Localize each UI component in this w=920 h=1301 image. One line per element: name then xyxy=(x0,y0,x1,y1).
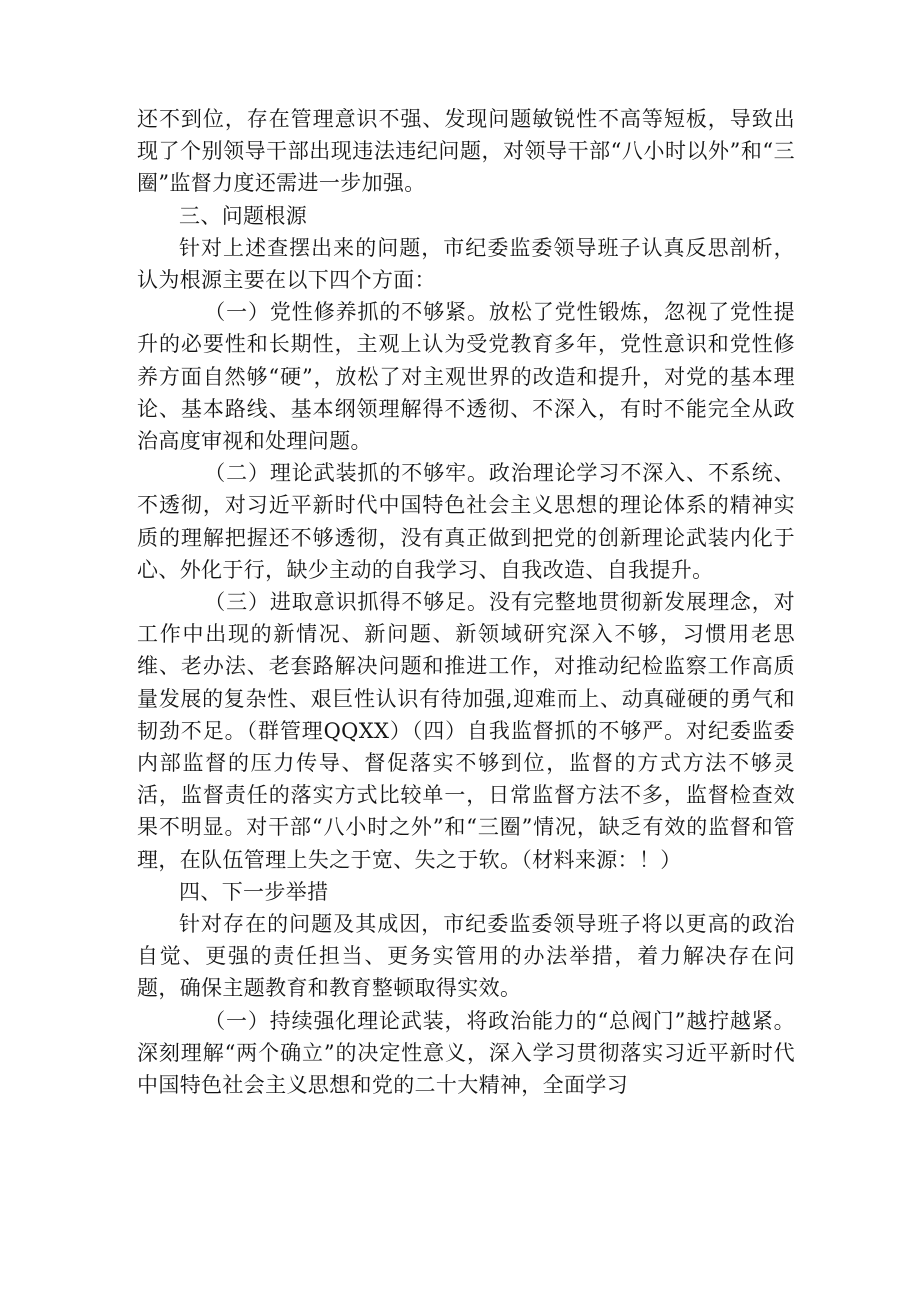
paragraph-next-steps-intro: 针对存在的问题及其成因，市纪委监委领导班子将以更高的政治自觉、更强的责任担当、更务实管用的办法举措，着力解决存在问题，确保主题教育和教育整顿取得实效。 xyxy=(137,912,795,1001)
paragraph-root-causes-intro: 针对上述查摆出来的问题，市纪委监委领导班子认真反思剖析，认为根源主要在以下四个方面： xyxy=(137,235,795,293)
section-heading-next-steps: 四、下一步举措 xyxy=(179,879,329,904)
section-heading-root-causes: 三、问题根源 xyxy=(179,203,308,228)
paragraph-continuation: 还不到位，存在管理意识不强、发现问题敏锐性不高等短板，导致出现了个别领导干部出现违法违纪问题，对领导干部“八小时以外”和“三圈”监督力度还需进一步加强。 xyxy=(137,107,795,196)
document-page xyxy=(137,103,795,1101)
paragraph-cause-1: （一）党性修养抓的不够紧。放松了党性锻炼，忽视了党性提升的必要性和长期性，主观上认为受党教育多年，党性意识和党性修养方面自然够“硬”，放松了对主观世界的改造和提升，对党的基本理论、基本路线、基本纲领理解得不透彻、不深入，有时不能完全从政治高度审视和处理问题。 xyxy=(137,300,795,454)
paragraph-cause-3-4: （三）进取意识抓得不够足。没有完整地贯彻新发展理念，对工作中出现的新情况、新问题、新领域研究深入不够，习惯用老思维、老办法、老套路解决问题和推进工作，对推动纪检监察工作高质量发展的复杂性、艰巨性认识有待加强,迎难而上、动真碰硬的勇气和韧劲不足。（群管理QQXX）（四）自我监督抓的不够严。对纪委监委内部监督的压力传导、督促落实不够到位，监督的方式方法不够灵活，监督责任的落实方式比较单一，日常监督方法不多，监督检查效果不明显。对干部“八小时之外”和“三圈”情况，缺乏有效的监督和管理，在队伍管理上失之于宽、失之于软。（材料来源：！） xyxy=(137,590,795,872)
paragraph-measure-1: （一）持续强化理论武装，将政治能力的“总阀门”越拧越紧。深刻理解“两个确立”的决定性意义，深入学习贯彻落实习近平新时代中国特色社会主义思想和党的二十大精神，全面学习 xyxy=(137,1008,795,1098)
paragraph-cause-2: （二）理论武装抓的不够牢。政治理论学习不深入、不系统、不透彻，对习近平新时代中国特色社会主义思想的理论体系的精神实质的理解把握还不够透彻，没有真正做到把党的创新理论武装内化于心、外化于行，缺少主动的自我学习、自我改造、自我提升。 xyxy=(137,461,795,582)
